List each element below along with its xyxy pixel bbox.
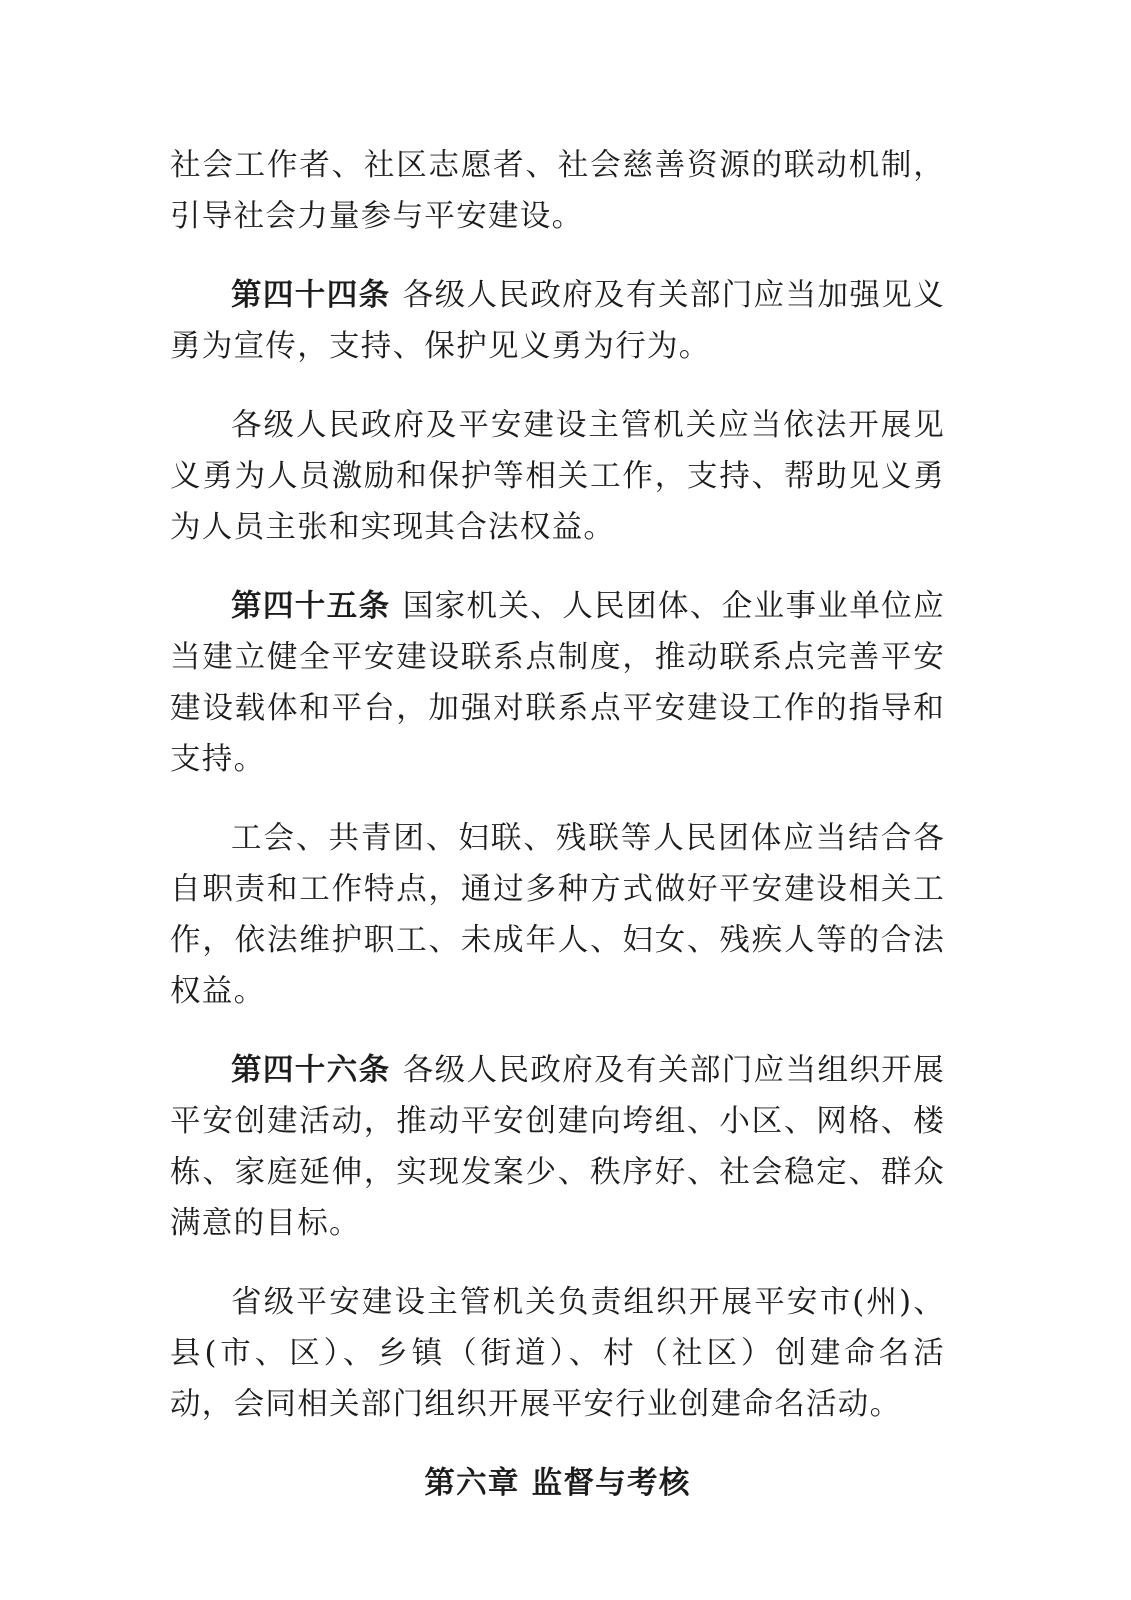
- article-number: 第四十四条: [231, 277, 391, 313]
- paragraph-text: 各级人民政府及有关部门应当加强见义勇为宣传，支持、保护见义勇为行为。: [170, 278, 945, 364]
- paragraph-text: 各级人民政府及平安建设主管机关应当依法开展见义勇为人员激励和保护等相关工作，支持、帮助见义勇为人员主张和实现其合法权益。: [170, 408, 945, 545]
- paragraph-continuation: [170, 140, 945, 242]
- article-46-clause-2: [170, 1277, 945, 1430]
- paragraph-text: 各级人民政府及有关部门应当组织开展平安创建活动，推动平安创建向垮组、小区、网格、楼栋、家庭延伸，实现发案少、秩序好、社会稳定、群众满意的目标。: [170, 1053, 945, 1241]
- article-45-clause-2: [170, 813, 945, 1017]
- paragraph-text: 省级平安建设主管机关负责组织开展平安市(州)、县(市、区）、乡镇（街道）、村（社区）创建命名活动，会同相关部门组织开展平安行业创建命名活动。: [170, 1285, 945, 1422]
- paragraph-text: 国家机关、人民团体、企业事业单位应当建立健全平安建设联系点制度，推动联系点完善平安建设载体和平台，加强对联系点平安建设工作的指导和支持。: [170, 589, 945, 777]
- article-45-paragraph: [170, 581, 945, 785]
- article-44-clause-2: [170, 400, 945, 553]
- document-body: [170, 140, 945, 1509]
- article-number: 第四十六条: [231, 1052, 391, 1088]
- article-46-paragraph: [170, 1045, 945, 1249]
- paragraph-text: 工会、共青团、妇联、残联等人民团体应当结合各自职责和工作特点，通过多种方式做好平安建设相关工作，依法维护职工、未成年人、妇女、残疾人等的合法权益。: [170, 821, 945, 1009]
- paragraph-text: 社会工作者、社区志愿者、社会慈善资源的联动机制，引导社会力量参与平安建设。: [170, 148, 945, 234]
- chapter-heading: 第六章 监督与考核: [424, 1465, 691, 1501]
- article-number: 第四十五条: [231, 588, 391, 624]
- article-44-paragraph: [170, 270, 945, 372]
